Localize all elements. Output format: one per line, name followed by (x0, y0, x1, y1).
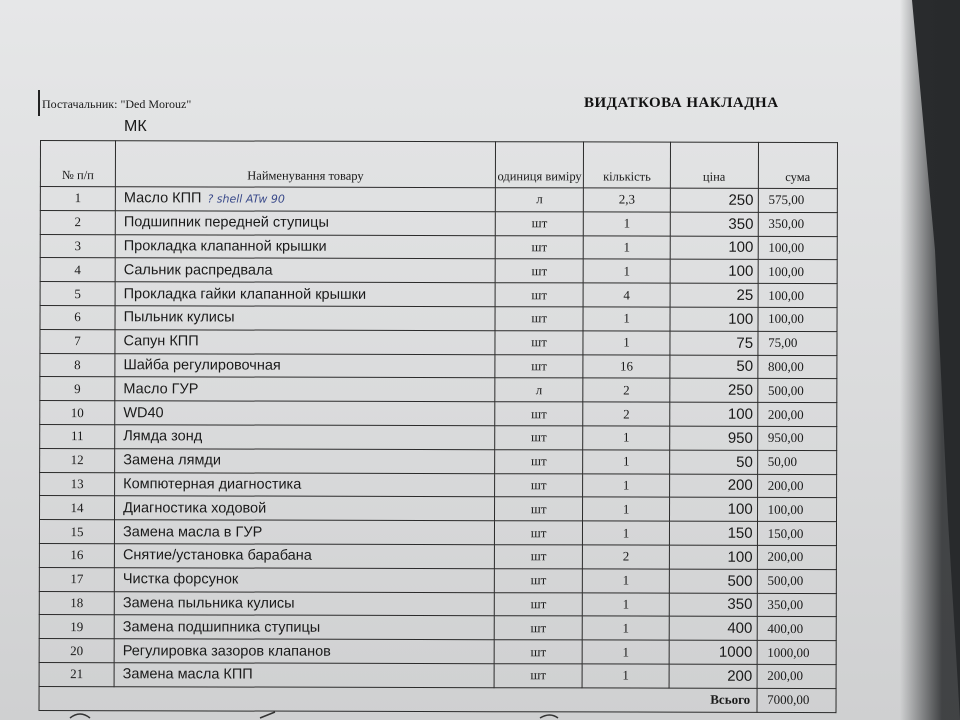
row-number (40, 282, 115, 306)
margin-mark (38, 90, 40, 116)
item-unit-text: шт (530, 572, 547, 588)
table-row (40, 472, 837, 498)
item-quantity (582, 640, 669, 664)
item-quantity-text: 2 (623, 382, 630, 398)
table-row (40, 187, 837, 213)
table-row (39, 615, 836, 641)
item-unit-text: шт (531, 429, 547, 445)
item-name (114, 544, 494, 569)
item-price-text: 350 (728, 215, 754, 233)
item-price-text: 50 (736, 358, 754, 376)
item-name (115, 377, 495, 402)
row-number-text: 21 (70, 666, 84, 682)
table-row (40, 210, 837, 236)
column-header-name: Найменування товару (115, 141, 495, 188)
item-unit-text: шт (530, 501, 547, 517)
table-row (40, 377, 837, 403)
item-price (670, 212, 758, 236)
handwritten-note: ? shell ATw 90 (207, 192, 285, 207)
item-unit (495, 497, 583, 521)
item-name-text: Сапун КПП (123, 333, 199, 350)
item-name-text: Чистка форсунок (122, 571, 239, 588)
item-sum-text: 200,00 (767, 477, 804, 493)
item-unit (494, 545, 582, 569)
table-row (40, 305, 837, 331)
item-unit-text: л (535, 382, 543, 398)
item-name (115, 210, 495, 235)
item-name (115, 187, 495, 212)
item-price (670, 236, 758, 260)
item-unit-text: шт (531, 239, 548, 255)
item-price (669, 474, 757, 498)
item-unit (494, 568, 582, 592)
item-name-text: Сальник распредвала (123, 262, 273, 279)
item-unit (494, 521, 582, 545)
item-sum (758, 188, 837, 212)
item-price-text: 200 (727, 477, 753, 495)
item-price (670, 355, 758, 379)
item-price-text: 100 (728, 263, 754, 281)
item-quantity (583, 283, 670, 307)
column-header-unit: одиниця виміру (495, 142, 583, 188)
item-sum-text: 350,00 (767, 596, 804, 612)
item-name (115, 306, 495, 331)
item-unit-text: л (536, 191, 543, 207)
table-body (39, 187, 837, 689)
item-sum (757, 664, 836, 688)
item-quantity-text: 2 (623, 406, 630, 422)
item-quantity-text: 2 (622, 548, 630, 564)
item-quantity-text: 1 (622, 501, 630, 517)
row-number-text: 6 (74, 309, 81, 325)
item-name-text: Замена подшипника ступицы (122, 618, 321, 636)
item-unit-text: шт (530, 667, 547, 683)
table-row (39, 567, 836, 593)
background-shadow (900, 0, 960, 720)
item-quantity (583, 236, 670, 260)
item-unit (495, 283, 583, 307)
item-name-text: Замена масла в ГУР (123, 523, 263, 541)
row-number (40, 210, 115, 234)
item-sum (757, 569, 836, 593)
item-sum-text: 150,00 (767, 525, 804, 541)
row-number-text: 17 (70, 571, 84, 587)
item-unit-text: шт (530, 596, 547, 612)
item-name (115, 448, 495, 473)
item-quantity-text: 1 (622, 477, 630, 493)
item-quantity (583, 331, 670, 355)
item-name-text: Пыльник кулисы (123, 309, 235, 326)
item-price-text: 400 (727, 620, 753, 638)
item-sum (757, 498, 836, 522)
item-sum (757, 450, 836, 474)
item-unit (494, 640, 582, 664)
item-name (114, 567, 494, 592)
row-number-text: 13 (70, 476, 84, 492)
item-name (114, 520, 494, 545)
item-name (115, 496, 495, 521)
row-number-text: 12 (70, 452, 84, 468)
table-row (40, 234, 837, 260)
item-quantity-text: 1 (623, 215, 631, 231)
row-number (39, 591, 114, 615)
item-name (115, 353, 495, 378)
item-sum (757, 474, 836, 498)
item-sum (757, 426, 836, 450)
item-unit (495, 211, 583, 235)
item-name-text: Снятие/установка барабана (122, 547, 312, 565)
item-price (669, 664, 757, 688)
item-name-text: Замена пыльника кулисы (122, 595, 295, 612)
item-sum-text: 950,00 (767, 430, 804, 446)
item-unit-text: шт (530, 524, 547, 540)
item-price-text: 950 (727, 429, 753, 447)
item-unit (495, 402, 583, 426)
item-unit-text: шт (531, 215, 548, 231)
row-number (39, 662, 114, 686)
item-unit-text: шт (531, 263, 548, 279)
row-number-text: 7 (74, 333, 81, 349)
item-quantity-text: 1 (622, 667, 629, 683)
row-number-text: 19 (70, 618, 84, 634)
table-row (40, 282, 837, 308)
table-row (39, 520, 836, 546)
item-quantity (583, 450, 670, 474)
item-price (669, 569, 757, 593)
item-quantity-text: 2,3 (618, 191, 636, 207)
row-number (40, 377, 115, 401)
row-number-text: 11 (70, 428, 84, 444)
item-quantity (583, 307, 670, 331)
item-unit (494, 616, 582, 640)
item-unit (495, 426, 583, 450)
item-quantity-text: 4 (623, 287, 630, 303)
table-row (40, 401, 837, 427)
row-number-text: 10 (70, 404, 84, 420)
item-name-text: Замена лямди (123, 452, 222, 469)
item-unit (495, 449, 583, 473)
item-quantity (583, 259, 670, 283)
row-number-text: 2 (74, 214, 82, 230)
item-sum-text: 575,00 (768, 192, 805, 208)
row-number (40, 496, 115, 520)
item-name-text: Масло КПП (123, 190, 202, 207)
item-sum (758, 284, 837, 308)
item-unit (494, 664, 582, 688)
item-name-text: WD40 (123, 404, 164, 421)
item-unit-text: шт (530, 477, 547, 493)
item-price-text: 150 (727, 524, 753, 542)
item-sum-text: 400,00 (767, 620, 804, 636)
row-number (40, 187, 115, 211)
item-quantity-text: 1 (622, 620, 630, 636)
row-number-text: 9 (74, 380, 81, 396)
row-number-text: 15 (70, 523, 84, 539)
row-number-text: 8 (74, 357, 81, 373)
item-price (670, 283, 758, 307)
item-quantity (583, 592, 670, 616)
total-label: Всього (39, 686, 757, 712)
row-number (40, 234, 115, 258)
item-name (114, 639, 494, 664)
item-sum (758, 307, 837, 331)
item-sum-text: 75,00 (768, 335, 798, 351)
item-unit (494, 592, 582, 616)
item-name-text: Регулировка зазоров клапанов (122, 642, 331, 660)
item-sum-text: 800,00 (768, 358, 804, 374)
item-price (670, 379, 758, 403)
item-sum-text: 50,00 (767, 454, 798, 470)
item-price-text: 100 (727, 548, 753, 566)
item-sum-text: 100,00 (768, 287, 805, 303)
document-title: ВИДАТКОВА НАКЛАДНА (584, 95, 779, 111)
item-quantity-text: 1 (622, 453, 630, 469)
item-unit (495, 235, 583, 259)
item-name (115, 401, 495, 426)
item-unit-text: шт (531, 358, 547, 374)
total-value: 7000,00 (757, 688, 836, 712)
item-price (670, 307, 758, 331)
item-price (669, 545, 757, 569)
item-quantity (583, 378, 670, 402)
item-name-text: Прокладка гайки клапанной крышки (123, 285, 367, 303)
item-quantity-text: 1 (623, 334, 630, 350)
supplier-label: Постачальник: "Ded Morouz" (42, 97, 192, 111)
item-quantity-text: 1 (622, 572, 630, 588)
item-quantity-text: 1 (622, 525, 630, 541)
row-number-text: 20 (70, 642, 84, 658)
item-quantity (582, 616, 669, 640)
item-quantity (582, 664, 669, 688)
item-name (114, 663, 494, 688)
recipient-label: МК (124, 118, 147, 135)
item-price-text: 250 (727, 382, 754, 400)
row-number-text: 4 (74, 261, 81, 277)
item-sum (757, 403, 836, 427)
row-number-text: 3 (74, 238, 82, 254)
item-unit (495, 307, 583, 331)
item-price (669, 616, 757, 640)
item-sum-text: 200,00 (767, 549, 804, 565)
item-sum (758, 212, 837, 236)
item-price-text: 1000 (718, 643, 753, 661)
item-price-text: 100 (728, 310, 754, 328)
item-name-text: Компютерная диагностика (123, 476, 302, 493)
row-number (40, 329, 115, 353)
item-sum-text: 100,00 (768, 239, 805, 255)
item-unit (495, 330, 583, 354)
item-name (115, 472, 495, 497)
item-price (670, 260, 758, 284)
item-sum (757, 593, 836, 617)
item-name-text: Диагностика ходовой (123, 499, 267, 517)
row-number (40, 448, 115, 472)
item-sum-text: 500,00 (767, 573, 804, 589)
row-number-text: 1 (74, 190, 82, 206)
item-name (115, 282, 495, 307)
row-number (39, 520, 114, 544)
item-quantity (583, 426, 670, 450)
item-sum-text: 100,00 (767, 501, 804, 517)
item-sum (758, 236, 837, 260)
row-number (40, 353, 115, 377)
item-quantity (583, 521, 670, 545)
item-quantity-text: 1 (623, 429, 630, 445)
item-sum-text: 100,00 (768, 263, 805, 279)
item-name (115, 258, 495, 283)
row-number-text: 14 (70, 499, 84, 515)
item-sum (758, 331, 837, 355)
item-sum-text: 500,00 (767, 382, 804, 398)
table-row (39, 639, 836, 665)
column-header-sum: сума (758, 142, 837, 188)
item-name (115, 425, 495, 450)
item-name (115, 234, 495, 259)
item-sum-text: 200,00 (767, 668, 804, 684)
item-price-text: 200 (727, 667, 753, 685)
item-price (670, 188, 758, 212)
table-row (39, 662, 836, 688)
item-unit-text: шт (531, 405, 547, 421)
item-sum (757, 379, 836, 403)
item-quantity (584, 212, 671, 236)
table-row (40, 424, 837, 450)
item-name-text: Масло ГУР (123, 380, 199, 398)
invoice-table (39, 140, 838, 713)
row-number (40, 472, 115, 496)
row-number (40, 424, 115, 448)
row-number (39, 567, 114, 591)
table-row (40, 329, 837, 355)
item-name-text: Шайба регулировочная (123, 357, 281, 374)
item-name-text: Замена масла КПП (122, 666, 253, 683)
item-sum (757, 545, 836, 569)
item-price-text: 500 (727, 572, 753, 590)
item-price-text: 25 (736, 286, 754, 304)
item-price (670, 331, 758, 355)
item-sum (757, 641, 836, 665)
item-unit (495, 473, 583, 497)
item-quantity (583, 402, 670, 426)
column-header-number: № п/п (40, 141, 115, 187)
item-price-text: 250 (728, 191, 754, 209)
item-quantity-text: 1 (622, 596, 630, 612)
item-price (669, 640, 757, 664)
item-price (670, 402, 758, 426)
item-name (114, 615, 494, 640)
item-unit (495, 188, 583, 212)
item-name-text: Прокладка клапанной крышки (123, 238, 327, 255)
column-header-quantity: кількість (584, 142, 671, 188)
row-number-text: 18 (70, 595, 84, 611)
item-quantity (583, 355, 670, 379)
item-sum-text: 100,00 (768, 311, 804, 327)
item-price-text: 50 (736, 453, 753, 471)
item-unit-text: шт (530, 620, 547, 636)
item-sum (757, 617, 836, 641)
item-unit (495, 259, 583, 283)
item-price (670, 426, 758, 450)
item-name-text: Подшипник передней ступицы (123, 214, 329, 231)
item-price (669, 593, 757, 617)
row-number (40, 305, 115, 329)
item-name (114, 591, 494, 616)
column-header-price: ціна (670, 142, 758, 188)
item-price-text: 350 (727, 596, 753, 614)
handwriting-scribble (60, 708, 560, 720)
item-sum-text: 1000,00 (767, 644, 810, 660)
item-sum (757, 522, 836, 546)
item-name-text: Лямда зонд (123, 428, 203, 445)
item-sum (758, 355, 837, 379)
item-name (115, 329, 495, 354)
item-quantity-text: 16 (619, 358, 633, 374)
row-number (39, 615, 114, 639)
item-quantity (584, 188, 671, 212)
row-number (40, 401, 115, 425)
item-quantity (583, 569, 670, 593)
row-number (40, 258, 115, 282)
item-price (669, 498, 757, 522)
item-unit (495, 354, 583, 378)
item-quantity (583, 497, 670, 521)
item-price (669, 521, 757, 545)
table-row (39, 543, 836, 569)
item-unit-text: шт (530, 643, 547, 659)
item-quantity (583, 545, 670, 569)
row-number (39, 639, 114, 663)
item-quantity-text: 1 (623, 239, 631, 255)
row-number-text: 16 (70, 547, 84, 563)
item-unit-text: шт (530, 453, 547, 469)
item-unit (495, 378, 583, 402)
item-sum (758, 260, 837, 284)
table-row (40, 448, 837, 474)
table-row (40, 496, 837, 522)
item-unit-text: шт (530, 548, 547, 564)
table-header-row (40, 141, 837, 189)
item-unit-text: шт (531, 334, 548, 350)
item-price-text: 75 (736, 334, 754, 352)
item-quantity-text: 1 (623, 310, 630, 326)
item-quantity-text: 1 (623, 263, 630, 279)
item-unit-text: шт (531, 286, 548, 302)
item-price-text: 100 (727, 501, 753, 519)
item-quantity (583, 473, 670, 497)
table-row (40, 258, 837, 284)
item-price-text: 100 (728, 239, 754, 257)
item-sum-text: 200,00 (767, 406, 804, 422)
item-quantity-text: 1 (622, 644, 629, 660)
item-sum-text: 350,00 (768, 216, 805, 232)
table-row (39, 591, 836, 617)
item-price-text: 100 (727, 405, 753, 423)
row-number-text: 5 (74, 285, 81, 301)
row-number (39, 543, 114, 567)
table-row (40, 353, 837, 379)
item-price (669, 450, 757, 474)
item-unit-text: шт (531, 310, 548, 326)
